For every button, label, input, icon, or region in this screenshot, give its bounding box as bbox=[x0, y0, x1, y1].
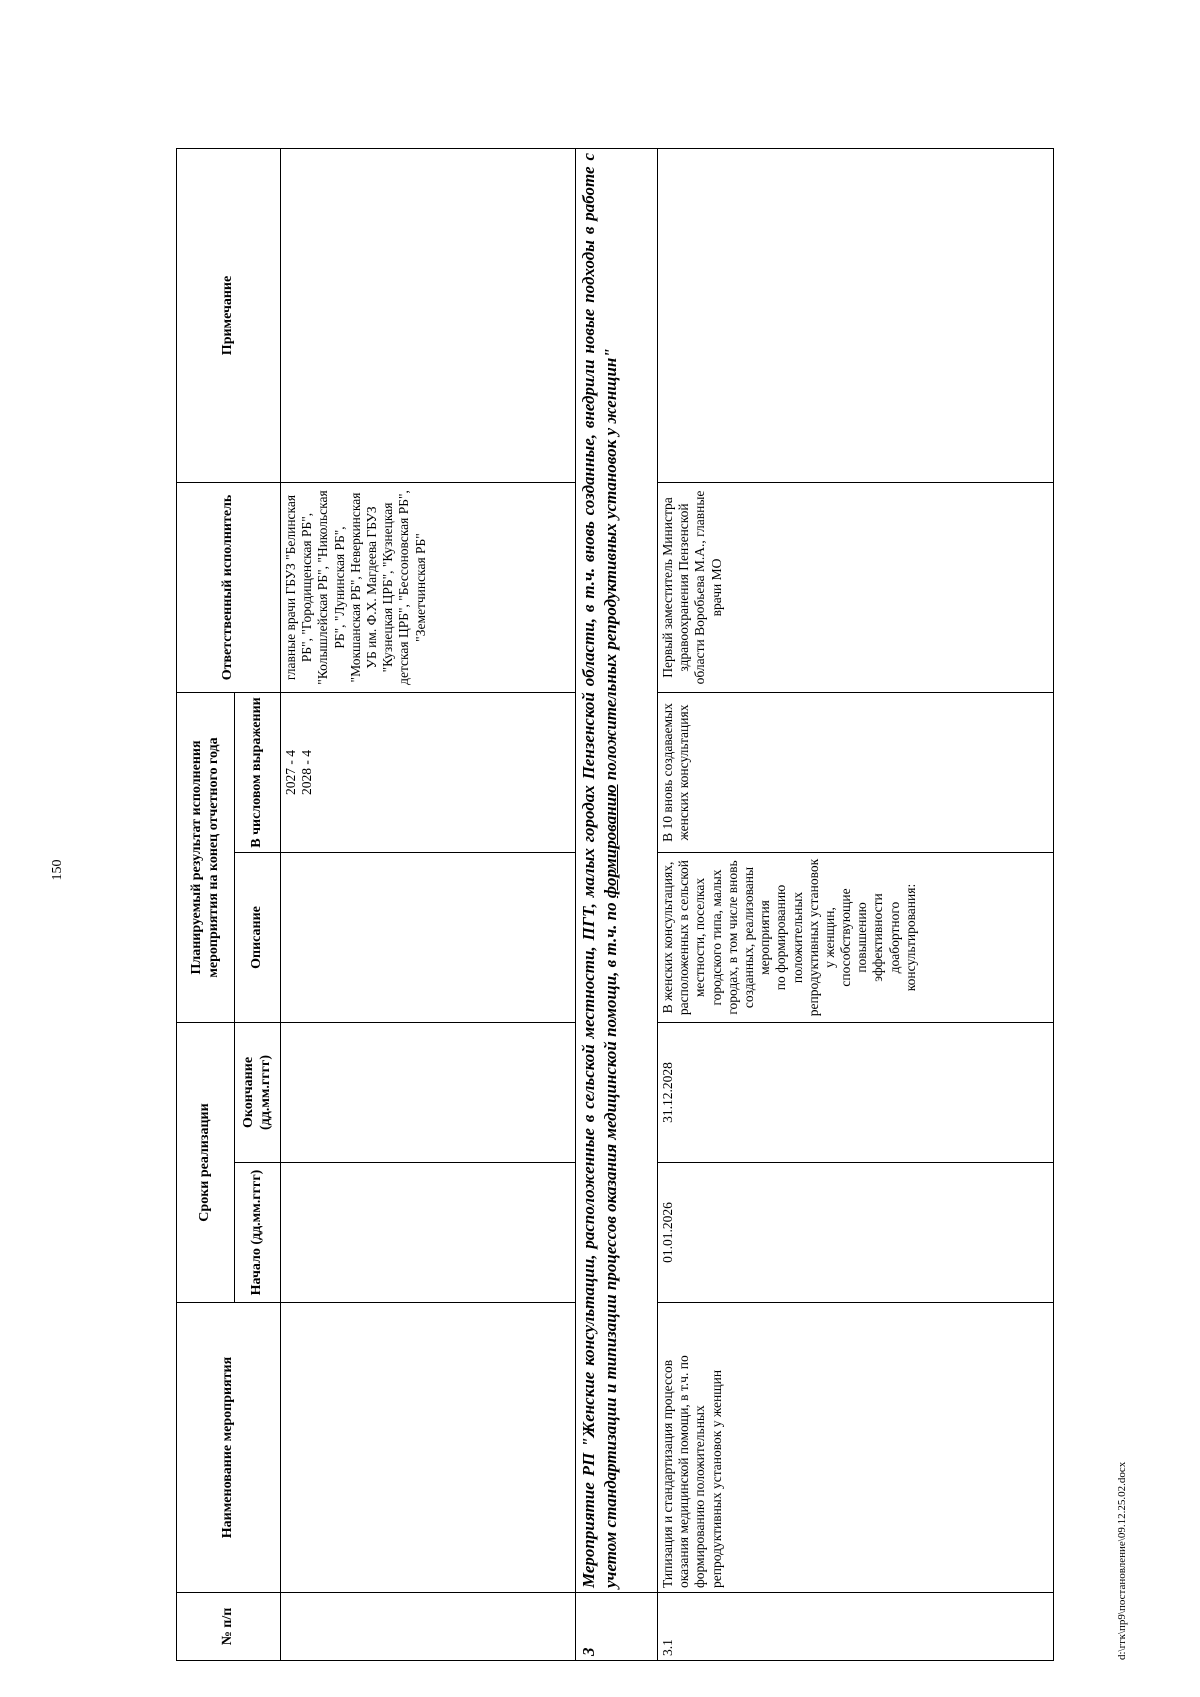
col-header-end: Окончание (дд.мм.гггг) bbox=[235, 1023, 281, 1163]
col-header-terms: Сроки реализации bbox=[177, 1023, 235, 1303]
item-description: В женских консультациях, расположенных в сельской местности, поселках городского типа, малых городах, в том числе вновь созданных, реализованы мероприятия по формированию положительных репродуктивных установок у женщин, способствующие повышению эффективности доабортного консультирования: bbox=[658, 853, 1054, 1023]
col-header-note: Примечание bbox=[177, 148, 281, 482]
item-end: 31.12.2028 bbox=[658, 1023, 1054, 1163]
col-header-no: № п/п bbox=[177, 1593, 281, 1661]
item-start: 01.01.2026 bbox=[658, 1163, 1054, 1303]
continued-row bbox=[281, 148, 576, 1660]
continued-responsible: главные врачи ГБУЗ "Белинская РБ", "Городищенская РБ", "Колышлейская РБ", "Никольская РБ", "Лунинская РБ", "Мокшанская РБ", Неверкинская УБ им. Ф.Х. Магдеева ГБУЗ "Кузнецкая ЦРБ", "Кузнецкая детская ЦРБ", "Бессоновская РБ", "Земетчинская РБ" bbox=[281, 482, 576, 692]
col-header-responsible: Ответственный исполнитель bbox=[177, 482, 281, 692]
item-number: 3.1 bbox=[658, 1593, 1054, 1661]
section-title: Мероприятие РП "Женские консультации, расположенные в сельской местности, ПГТ, малых городах Пензенской области, в т.ч. вновь созданные, внедрили новые подходы в работе с учетом стандартизации и типизации процессов оказания медицинской помощи, в т.ч. по формированию положительных репродуктивных установок у женщин" bbox=[576, 148, 658, 1592]
item-row bbox=[658, 148, 1054, 1660]
col-header-name: Наименование мероприятия bbox=[177, 1303, 281, 1593]
footer-file-path: d:\ггк\пр9\постановление\09.12.25.02.docx bbox=[1116, 1461, 1128, 1660]
section-number: 3 bbox=[576, 1593, 658, 1661]
page-number: 150 bbox=[50, 859, 65, 881]
continued-numeric: 2027 - 4 2028 - 4 bbox=[281, 692, 576, 852]
section-row bbox=[576, 148, 658, 1660]
item-responsible: Первый заместитель Министра здравоохранения Пензенской области Воробьева М.А., главные врачи МО bbox=[658, 482, 1054, 692]
col-header-description: Описание bbox=[235, 853, 281, 1023]
measures-table bbox=[176, 148, 1054, 1661]
header-row-1 bbox=[177, 148, 235, 1660]
col-header-numeric: В числовом выражении bbox=[235, 692, 281, 852]
item-name: Типизация и стандартизация процессов оказания медицинской помощи, в т.ч. по формированию положительных репродуктивных установок у женщин bbox=[658, 1303, 1054, 1593]
col-header-planned: Планируемый результат исполнения мероприятия на конец отчетного года bbox=[177, 692, 235, 1022]
col-header-start: Начало (дд.мм.гггг) bbox=[235, 1163, 281, 1303]
item-numeric: В 10 вновь создаваемых женских консультациях bbox=[658, 692, 1054, 852]
landscape-sheet bbox=[176, 149, 1054, 1661]
item-note bbox=[658, 148, 1054, 482]
